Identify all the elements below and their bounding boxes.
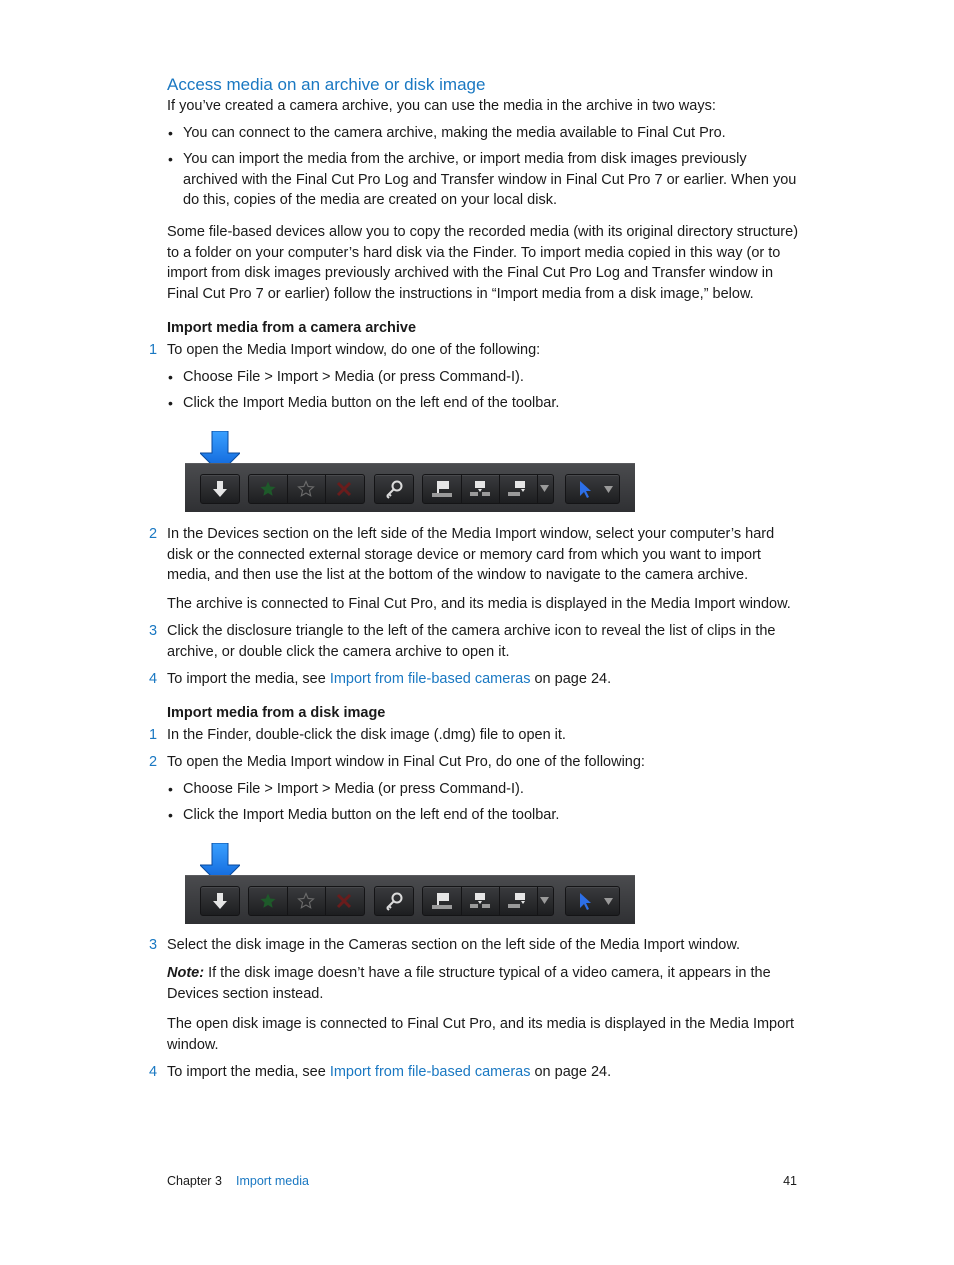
import-media-icon [211,892,229,910]
append-clip-button[interactable] [499,475,538,503]
note-label: Note: [167,965,205,981]
reject-x-icon [336,893,352,909]
section-title: Access media on an archive or disk image [167,75,486,94]
import-file-based-cameras-link[interactable]: Import from file-based cameras [329,671,531,687]
bullet-glyph: • [168,369,173,385]
tools-button[interactable] [565,886,620,916]
bullet-item: Click the Import Media button on the left end of the toolbar. [183,807,560,823]
tools-menu-chevron-icon [604,486,613,493]
step-text-post: on page 24. [530,1064,612,1080]
toolbar-illustration [185,431,635,517]
tools-menu-chevron-icon [604,898,613,905]
footer-chapter: Chapter 3 [167,1174,222,1188]
unrate-star-icon [297,892,315,910]
devices-paragraph: Some file-based devices allow you to copy the recorded media (with its original directory structure) to a folder on your computer’s hard disk via the Finder. To import media copied in this way (or to import from disk images previously archived with the Final Cut Pro Log and Transfer window in Final Cut Pro 7 or earlier) follow the instructions in “Import media from a disk image,” below. [167,224,799,302]
step-number: 3 [149,623,158,639]
connect-clip-button[interactable] [423,887,462,915]
step-text: In the Finder, double-click the disk image (.dmg) file to open it. [167,727,566,743]
bullet-glyph: • [168,807,173,823]
import-media-button[interactable] [200,474,240,504]
select-arrow-icon [578,480,594,499]
toolbar-illustration [185,843,635,929]
edit-options-menu[interactable] [537,475,552,503]
bullet-glyph: • [168,781,173,797]
step-text-post: on page 24. [530,671,612,687]
append-clip-button[interactable] [499,887,538,915]
footer-chapter-link[interactable]: Import media [236,1174,309,1188]
step-result: The open disk image is connected to Final Cut Pro, and its media is displayed in the Media Import window. [167,1016,795,1053]
step-result: The archive is connected to Final Cut Pro, and its media is displayed in the Media Import window. [167,596,791,612]
tools-button[interactable] [565,474,620,504]
step-text: To open the Media Import window, do one of the following: [167,342,541,358]
keyword-button[interactable] [374,474,414,504]
note-text: If the disk image doesn’t have a file structure typical of a video camera, it appears in the Devices section instead. [167,965,771,1002]
archive-task-heading: Import media from a camera archive [167,320,417,336]
step-text: Click the disclosure triangle to the left of the camera archive icon to reveal the list of clips in the archive, or double click the camera archive to open it. [167,623,776,660]
edit-menu-chevron-icon [540,485,549,492]
append-clip-icon [507,480,529,498]
disk-task-heading: Import media from a disk image [167,705,386,721]
edit-button-group [422,474,554,504]
bullet-glyph: • [168,151,173,167]
edit-options-menu[interactable] [537,887,552,915]
bullet-glyph: • [168,125,173,141]
append-clip-icon [507,892,529,910]
step-text: Select the disk image in the Cameras section on the left side of the Media Import window. [167,937,741,953]
insert-clip-icon [469,892,491,910]
page-number: 41 [783,1174,797,1188]
step-number: 1 [149,342,158,358]
favorite-button[interactable] [249,475,288,503]
step-text-pre: To import the media, see [167,1064,330,1080]
step-text [167,1062,802,1083]
bullet-item: Choose File > Import > Media (or press Command-I). [183,781,524,797]
step-number: 4 [149,1064,158,1080]
edit-button-group [422,886,554,916]
import-media-button[interactable] [200,886,240,916]
unrate-star-icon [297,480,315,498]
step-text [167,669,802,690]
reject-button[interactable] [325,475,363,503]
favorite-star-icon [259,892,277,910]
way-item: You can connect to the camera archive, making the media available to Final Cut Pro. [183,125,726,141]
favorite-star-icon [259,480,277,498]
insert-clip-button[interactable] [461,887,500,915]
step-number: 2 [149,754,158,770]
keyword-key-icon [384,891,404,911]
insert-clip-button[interactable] [461,475,500,503]
reject-button[interactable] [325,887,363,915]
edit-menu-chevron-icon [540,897,549,904]
step-text-pre: To import the media, see [167,671,330,687]
keyword-button[interactable] [374,886,414,916]
way-item: You can import the media from the archive, or import media from disk images previously archived with the Final Cut Pro Log and Transfer window in Final Cut Pro 7 or earlier. When you do this, copies of the media are created on your local disk. [183,151,797,208]
step-text: In the Devices section on the left side of the Media Import window, select your computer’s hard disk or the connected external storage device or memory card from which you want to import media, and then use the list at the bottom of the window to navigate to the camera archive. [167,526,775,583]
bullet-glyph: • [168,395,173,411]
connect-clip-icon [431,892,453,910]
step-number: 4 [149,671,158,687]
rating-button-group [248,886,365,916]
reject-x-icon [336,481,352,497]
insert-clip-icon [469,480,491,498]
connect-clip-icon [431,480,453,498]
select-arrow-icon [578,892,594,911]
favorite-button[interactable] [249,887,288,915]
import-file-based-cameras-link[interactable]: Import from file-based cameras [329,1064,531,1080]
import-media-icon [211,480,229,498]
bullet-item: Choose File > Import > Media (or press Command-I). [183,369,524,385]
step-number: 3 [149,937,158,953]
step-number: 2 [149,526,158,542]
rating-button-group [248,474,365,504]
bullet-item: Click the Import Media button on the left end of the toolbar. [183,395,560,411]
unrate-button[interactable] [287,475,326,503]
connect-clip-button[interactable] [423,475,462,503]
step-number: 1 [149,727,158,743]
unrate-button[interactable] [287,887,326,915]
note [167,963,802,1004]
keyword-key-icon [384,479,404,499]
step-text: To open the Media Import window in Final Cut Pro, do one of the following: [167,754,645,770]
intro-paragraph: If you’ve created a camera archive, you can use the media in the archive in two ways: [167,98,716,114]
